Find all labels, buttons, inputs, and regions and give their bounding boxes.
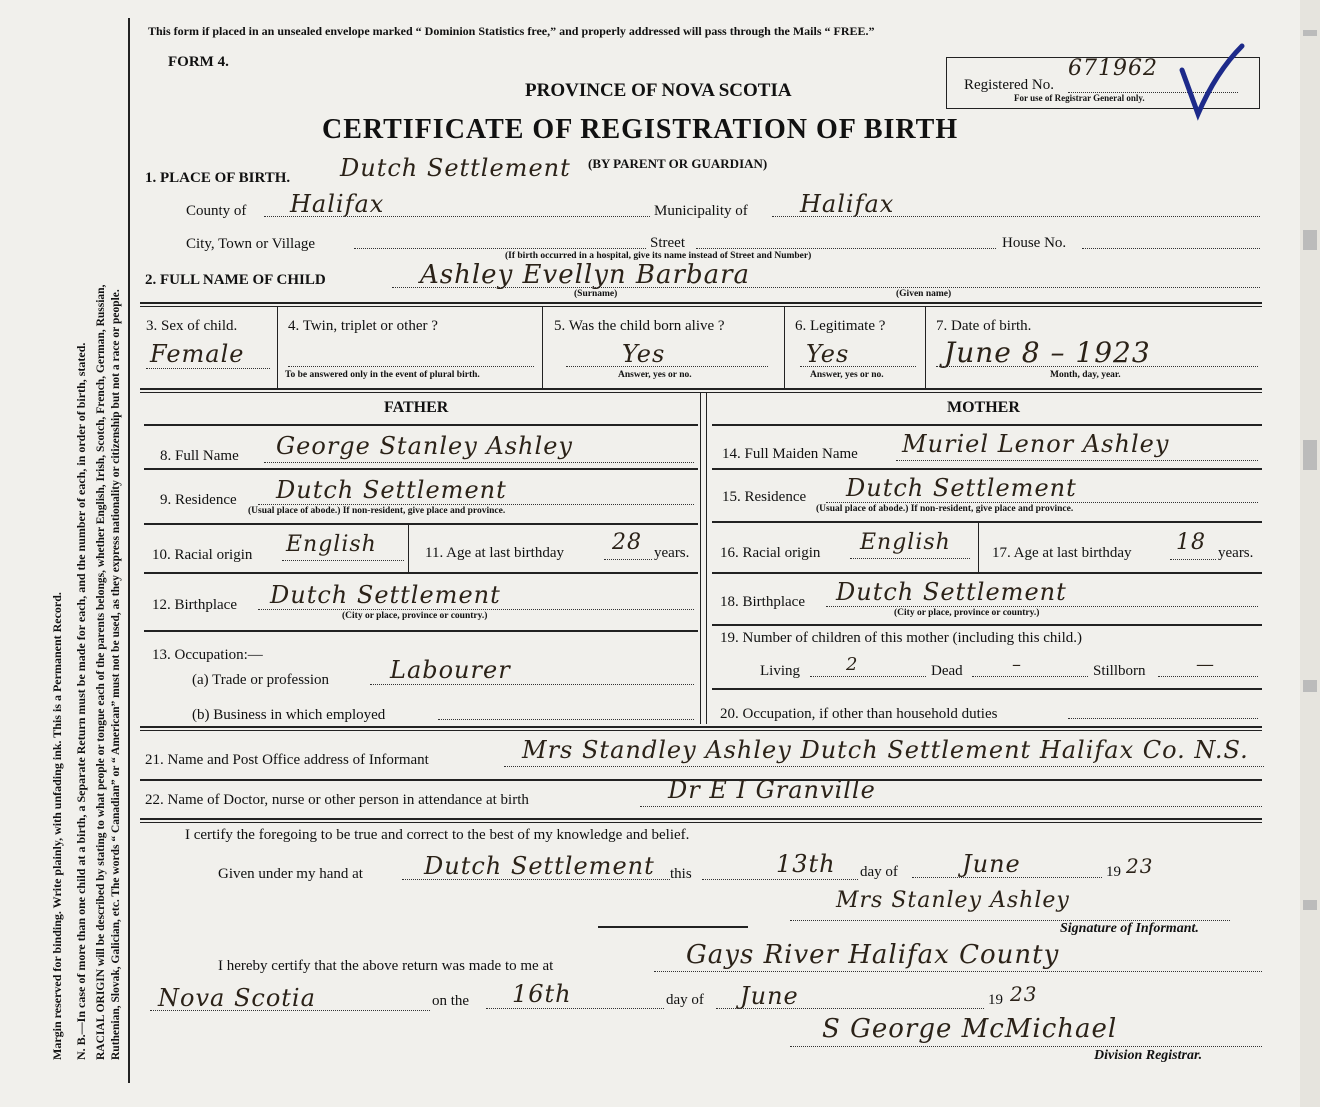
father-abode-note: (Usual place of abode.) If non-resident, give place and province. bbox=[248, 506, 506, 516]
registrar-province-line bbox=[150, 1010, 430, 1011]
father-residence-line bbox=[258, 504, 694, 505]
mother-racial-line bbox=[850, 558, 970, 559]
father-age-line bbox=[604, 559, 652, 560]
dob-value: June 8 – 1923 bbox=[944, 336, 1151, 369]
mother-heading: MOTHER bbox=[947, 399, 1020, 416]
col-divider bbox=[408, 524, 409, 572]
trade-value: Labourer bbox=[390, 656, 511, 684]
doctor-line bbox=[640, 806, 1262, 807]
dob-note: Month, day, year. bbox=[1050, 370, 1121, 380]
business-line bbox=[438, 719, 694, 720]
father-birthplace-note: (City or place, province or country.) bbox=[342, 611, 488, 621]
county-line bbox=[264, 216, 650, 217]
stillborn-label: Stillborn bbox=[1093, 663, 1146, 679]
doctor-label: 22. Name of Doctor, nurse or other person in attendance at birth bbox=[145, 792, 529, 808]
mother-occupation-label: 20. Occupation, if other than household duties bbox=[720, 706, 998, 722]
row-rule bbox=[144, 523, 698, 525]
row-rule bbox=[140, 388, 1262, 390]
registrar-statement: I hereby certify that the above return was made to me at bbox=[218, 958, 554, 974]
hospital-note: (If birth occurred in a hospital, give its name instead of Street and Number) bbox=[505, 251, 812, 261]
living-label: Living bbox=[760, 663, 800, 679]
legitimate-value: Yes bbox=[806, 340, 850, 368]
stillborn-line bbox=[1158, 676, 1258, 677]
mail-notice: This form if placed in an unsealed envelope marked “ Dominion Statistics free,” and properly addressed will pass through the Mails “ FREE.” bbox=[148, 24, 875, 38]
registrar-month-value: June bbox=[740, 982, 799, 1010]
place-of-birth-label: 1. PLACE OF BIRTH. bbox=[145, 170, 291, 186]
mother-name-value: Muriel Lenor Ashley bbox=[902, 430, 1170, 458]
mother-occupation-line bbox=[1068, 718, 1258, 719]
page-title: CERTIFICATE OF REGISTRATION OF BIRTH bbox=[322, 114, 959, 145]
alive-value: Yes bbox=[622, 340, 666, 368]
margin-binding-note: Margin reserved for binding. Write plainly, with unfading ink. This is a Permanent Record. bbox=[50, 592, 64, 1060]
registrar-place-value: Gays River Halifax County bbox=[686, 940, 1060, 970]
father-age-value: 28 bbox=[612, 530, 642, 555]
row-rule bbox=[144, 468, 698, 470]
surname-note: (Surname) bbox=[574, 289, 618, 299]
edge-mark bbox=[1303, 440, 1317, 470]
row-rule bbox=[712, 468, 1262, 470]
informant-signature: Mrs Stanley Ashley bbox=[836, 888, 1070, 913]
alive-label: 5. Was the child born alive ? bbox=[554, 318, 725, 334]
registered-label: Registered No. bbox=[964, 77, 1054, 93]
father-racial-value: English bbox=[286, 532, 377, 557]
business-label: (b) Business in which employed bbox=[192, 707, 386, 723]
mother-birthplace-line bbox=[826, 606, 1258, 607]
twin-note: To be answered only in the event of plural birth. bbox=[285, 370, 480, 380]
father-name-line bbox=[264, 462, 694, 463]
registrar-day-value: 16th bbox=[512, 980, 572, 1008]
municipality-value: Halifax bbox=[800, 190, 895, 218]
trade-label: (a) Trade or profession bbox=[192, 672, 330, 688]
form-number: FORM 4. bbox=[168, 54, 229, 70]
dob-label: 7. Date of birth. bbox=[936, 318, 1032, 334]
parent-divider bbox=[706, 392, 707, 724]
mother-birthplace-value: Dutch Settlement bbox=[836, 578, 1067, 606]
father-age-label: 11. Age at last birthday bbox=[425, 545, 564, 561]
given-under-label: Given under my hand at bbox=[218, 866, 363, 882]
mother-racial-value: English bbox=[860, 530, 951, 555]
city-line bbox=[354, 248, 646, 249]
certify-month-line bbox=[912, 877, 1102, 878]
mother-age-line bbox=[1170, 559, 1216, 560]
subtitle: (BY PARENT OR GUARDIAN) bbox=[588, 156, 768, 171]
informant-value: Mrs Standley Ashley Dutch Settlement Halifax Co. N.S. bbox=[522, 736, 1249, 764]
page-edge bbox=[1300, 0, 1320, 1107]
row-rule bbox=[712, 624, 1262, 626]
dob-line bbox=[936, 366, 1258, 367]
child-name-value: Ashley Evellyn Barbara bbox=[420, 260, 751, 290]
mother-age-label: 17. Age at last birthday bbox=[992, 545, 1132, 561]
father-residence-value: Dutch Settlement bbox=[276, 476, 507, 504]
mother-name-line bbox=[896, 460, 1258, 461]
father-name-label: 8. Full Name bbox=[160, 448, 239, 464]
father-racial-line bbox=[282, 560, 404, 561]
certify-month-value: June bbox=[962, 850, 1021, 878]
child-name-label: 2. FULL NAME OF CHILD bbox=[145, 272, 326, 288]
row-rule bbox=[140, 730, 1262, 731]
row-rule bbox=[140, 726, 1262, 728]
mother-age-value: 18 bbox=[1176, 530, 1206, 555]
sex-line bbox=[146, 368, 270, 369]
registrar-signature: S George McMichael bbox=[822, 1014, 1118, 1044]
registrar-place-line bbox=[654, 971, 1262, 972]
house-line bbox=[1082, 248, 1260, 249]
mother-birthplace-note: (City or place, province or country.) bbox=[894, 608, 1040, 618]
margin-racial-note: RACIAL ORIGIN will be described by stating to what people or tongue each of the parents belongs, whether English, Irish, Scotch, French, German, Russian, bbox=[95, 284, 107, 1060]
parent-divider bbox=[700, 392, 701, 724]
alive-note: Answer, yes or no. bbox=[618, 370, 692, 380]
row-rule bbox=[140, 822, 1262, 823]
short-rule bbox=[598, 926, 748, 928]
father-residence-label: 9. Residence bbox=[160, 492, 237, 508]
row-rule bbox=[144, 630, 698, 632]
county-label: County of bbox=[186, 203, 247, 219]
left-rule bbox=[128, 18, 130, 1083]
registrar-month-line bbox=[716, 1008, 984, 1009]
father-heading: FATHER bbox=[384, 399, 449, 416]
margin-nb-note: N. B.—In case of more than one child at a birth, a Separate Return must be made for each, and the number of each, in order of birth, stated. bbox=[74, 342, 88, 1060]
given-name-note: (Given name) bbox=[896, 289, 952, 299]
father-years: years. bbox=[654, 545, 690, 561]
edge-mark bbox=[1303, 30, 1317, 36]
col-divider bbox=[277, 306, 278, 388]
registrar-day-line bbox=[486, 1008, 664, 1009]
certify-statement: I certify the foregoing to be true and correct to the best of my knowledge and belief. bbox=[185, 827, 690, 843]
house-label: House No. bbox=[1002, 235, 1067, 251]
registrar-year-value: 23 bbox=[1010, 982, 1038, 1006]
registered-number: 671962 bbox=[1068, 56, 1158, 81]
father-birthplace-line bbox=[258, 609, 694, 610]
informant-line bbox=[504, 766, 1264, 767]
father-name-value: George Stanley Ashley bbox=[276, 432, 573, 460]
registrar-province-value: Nova Scotia bbox=[158, 984, 316, 1012]
row-rule bbox=[144, 572, 698, 574]
sex-value: Female bbox=[150, 340, 245, 368]
mother-years: years. bbox=[1218, 545, 1254, 561]
mother-residence-label: 15. Residence bbox=[722, 489, 807, 505]
legitimate-label: 6. Legitimate ? bbox=[795, 318, 886, 334]
edge-mark bbox=[1303, 230, 1317, 250]
row-rule bbox=[140, 306, 1262, 307]
mother-racial-label: 16. Racial origin bbox=[720, 545, 821, 561]
living-line bbox=[810, 676, 926, 677]
edge-mark bbox=[1303, 680, 1317, 692]
father-birthplace-value: Dutch Settlement bbox=[270, 581, 501, 609]
edge-mark bbox=[1303, 900, 1317, 910]
doctor-value: Dr E I Granville bbox=[668, 776, 876, 804]
informant-label: 21. Name and Post Office address of Informant bbox=[145, 752, 429, 768]
child-name-line bbox=[392, 287, 1260, 288]
registrar-note: For use of Registrar General only. bbox=[1014, 93, 1145, 103]
col-divider bbox=[978, 522, 979, 572]
twin-line bbox=[288, 366, 534, 367]
dead-value: – bbox=[1012, 654, 1022, 675]
this-label: this bbox=[670, 866, 692, 882]
registrar-signature-label: Division Registrar. bbox=[1094, 1048, 1203, 1063]
mother-birthplace-label: 18. Birthplace bbox=[720, 594, 805, 610]
dead-label: Dead bbox=[931, 663, 963, 679]
legitimate-note: Answer, yes or no. bbox=[810, 370, 884, 380]
stillborn-value: — bbox=[1196, 654, 1215, 675]
certify-day-of-label: day of bbox=[860, 864, 898, 880]
legitimate-line bbox=[800, 366, 916, 367]
given-place-value: Dutch Settlement bbox=[424, 852, 655, 880]
mother-residence-value: Dutch Settlement bbox=[846, 474, 1077, 502]
col-divider bbox=[784, 306, 785, 388]
row-rule bbox=[712, 688, 1262, 690]
trade-line bbox=[370, 684, 694, 685]
mother-name-label: 14. Full Maiden Name bbox=[722, 446, 858, 462]
row-rule bbox=[144, 424, 698, 426]
sex-label: 3. Sex of child. bbox=[146, 318, 238, 334]
alive-line bbox=[566, 366, 768, 367]
municipality-line bbox=[772, 216, 1260, 217]
registrar-signature-line bbox=[790, 1046, 1262, 1047]
row-rule bbox=[140, 392, 1262, 393]
twin-label: 4. Twin, triplet or other ? bbox=[288, 318, 438, 334]
certify-day-line bbox=[702, 879, 858, 880]
on-the-label: on the bbox=[432, 993, 470, 1009]
registrar-year-prefix: 19 bbox=[988, 992, 1003, 1008]
county-value: Halifax bbox=[290, 190, 385, 218]
city-label: City, Town or Village bbox=[186, 236, 316, 252]
informant-signature-label: Signature of Informant. bbox=[1060, 921, 1199, 936]
place-of-birth-value: Dutch Settlement bbox=[340, 154, 571, 182]
street-line bbox=[696, 248, 996, 249]
father-birthplace-label: 12. Birthplace bbox=[152, 597, 237, 613]
margin-racial-note-2: Ruthenian, Slovak, Galician, etc. The words “ Canadian” or “ American” must not be used, as they express nationality or citizenship but not a race or people. bbox=[110, 289, 122, 1060]
municipality-label: Municipality of bbox=[654, 203, 748, 219]
col-divider bbox=[925, 306, 926, 388]
row-rule bbox=[140, 302, 1262, 304]
living-value: 2 bbox=[846, 654, 859, 675]
row-rule bbox=[712, 521, 1262, 523]
mother-residence-line bbox=[826, 502, 1258, 503]
row-rule bbox=[712, 572, 1262, 574]
mother-abode-note: (Usual place of abode.) If non-resident, give place and province. bbox=[816, 504, 1074, 514]
registrar-day-of-label: day of bbox=[666, 992, 704, 1008]
checkmark-icon bbox=[1176, 42, 1246, 122]
row-rule bbox=[712, 424, 1262, 426]
certify-year-prefix: 19 bbox=[1106, 864, 1121, 880]
certify-day-value: 13th bbox=[776, 850, 836, 878]
col-divider bbox=[542, 306, 543, 388]
province-heading: PROVINCE OF NOVA SCOTIA bbox=[525, 80, 792, 101]
father-occupation-label: 13. Occupation:— bbox=[152, 647, 263, 663]
street-label: Street bbox=[650, 235, 685, 251]
children-count-label: 19. Number of children of this mother (including this child.) bbox=[720, 630, 1083, 646]
father-racial-label: 10. Racial origin bbox=[152, 547, 253, 563]
row-rule bbox=[140, 818, 1262, 820]
dead-line bbox=[972, 676, 1088, 677]
given-place-line bbox=[402, 879, 670, 880]
certify-year-value: 23 bbox=[1126, 854, 1154, 878]
